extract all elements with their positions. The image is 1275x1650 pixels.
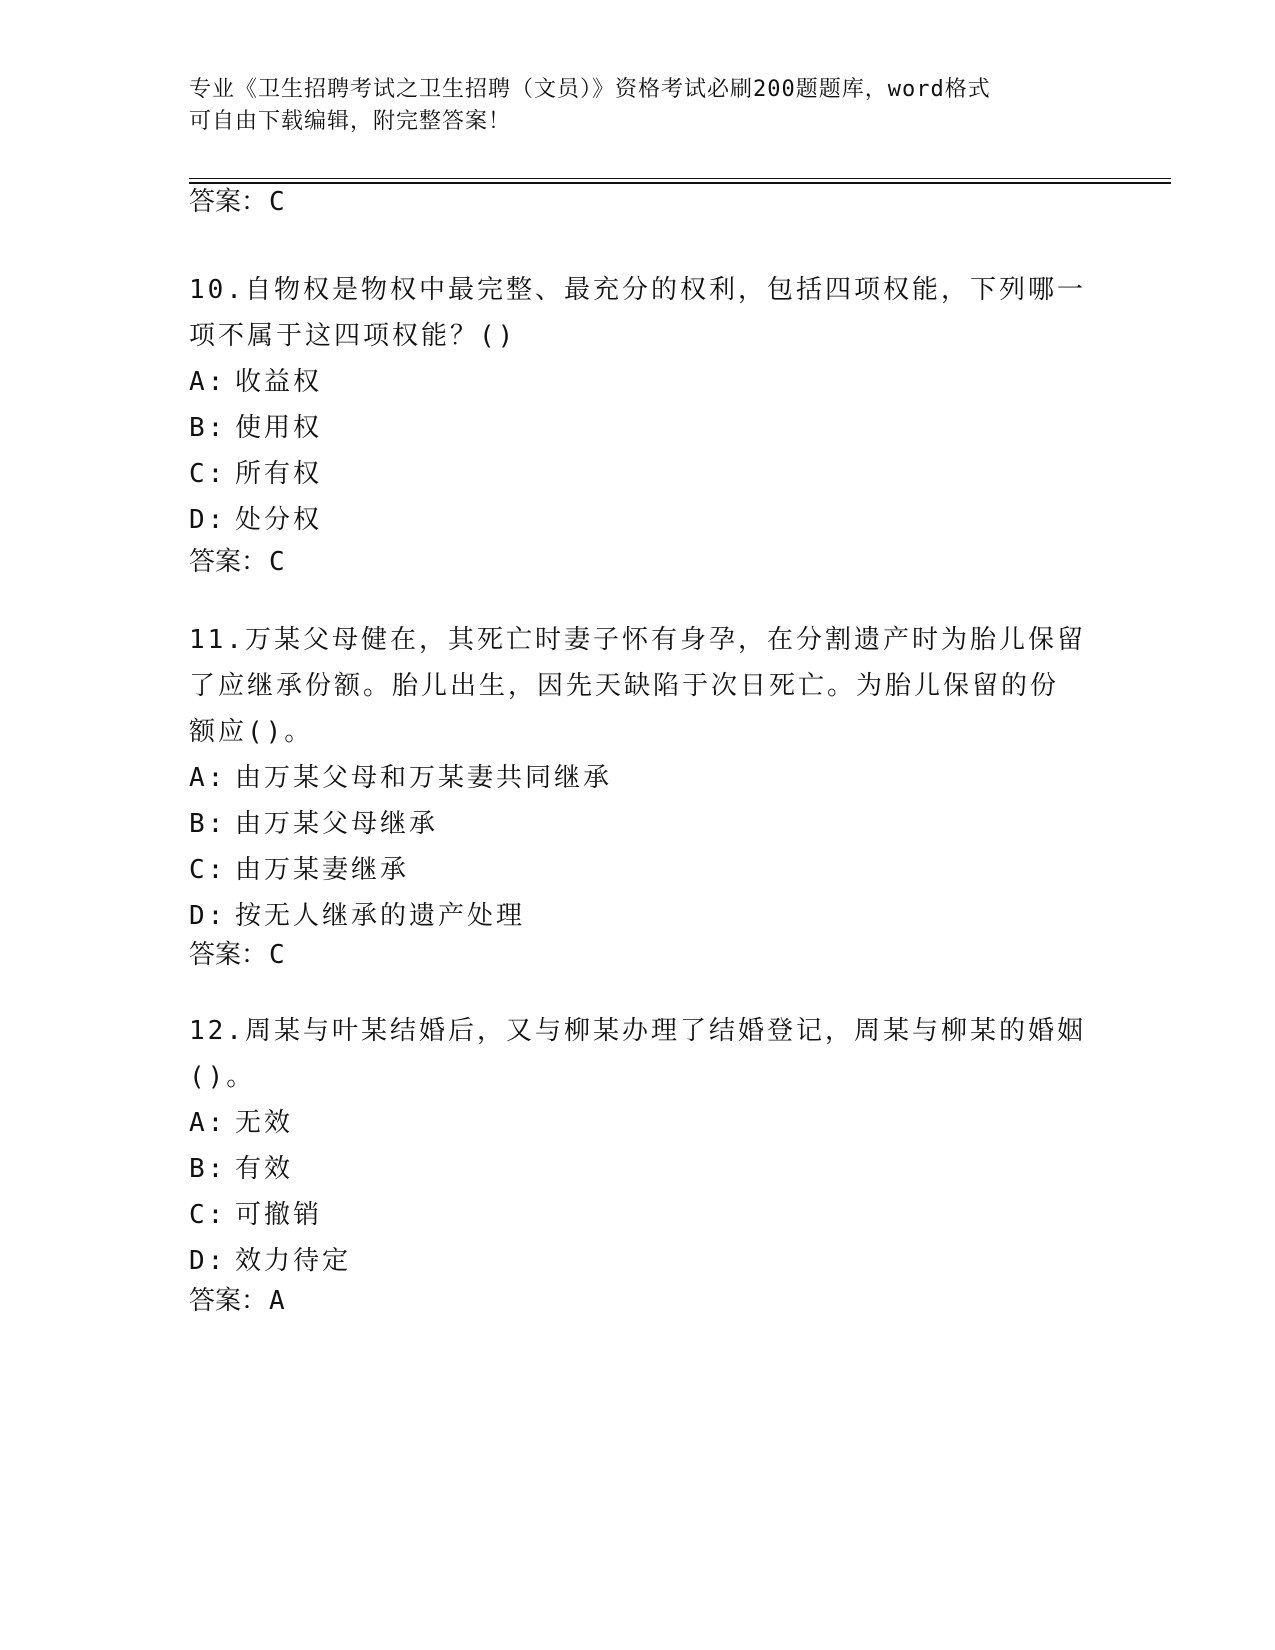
header-line-1: 专业《卫生招聘考试之卫生招聘（文员）》资格考试必刷200题题库，word格式 [189, 77, 991, 102]
option-text: 效力待定 [235, 1246, 352, 1276]
header-rule-thin [189, 178, 1171, 179]
option-text: 可撤销 [235, 1200, 323, 1230]
question-stem-line: 10.自物权是物权中最完整、最充分的权利，包括四项权能，下列哪一 [189, 275, 1086, 305]
option-a [189, 359, 1089, 405]
option-text: 由万某父母和万某妻共同继承 [235, 763, 613, 793]
question-12 [189, 1008, 1089, 1284]
option-text: 由万某妻继承 [235, 855, 410, 885]
option-c [189, 1192, 1089, 1238]
question-stem-line: 11.万某父母健在，其死亡时妻子怀有身孕，在分割遗产时为胎儿保留 [189, 625, 1086, 655]
option-text: 由万某父母继承 [235, 809, 439, 839]
question-stem-line: 额应()。 [189, 717, 314, 747]
question-stem-line: 12.周某与叶某结婚后，又与柳某办理了结婚登记，周某与柳某的婚姻 [189, 1016, 1086, 1046]
answer-11 [189, 938, 285, 972]
option-key: C: [189, 459, 227, 489]
option-c [189, 847, 1089, 893]
answer-label: 答案： [189, 1286, 268, 1316]
answer-value: C [269, 187, 285, 217]
answer-value: C [269, 940, 285, 970]
option-a [189, 1100, 1089, 1146]
question-stem-line: 了应继承份额。胎儿出生，因先天缺陷于次日死亡。为胎儿保留的份 [189, 671, 1060, 701]
option-key: C: [189, 1200, 227, 1230]
answer-value: A [269, 1286, 285, 1316]
top-answer [189, 185, 285, 219]
question-11 [189, 617, 1089, 939]
answer-label: 答案： [189, 940, 268, 970]
option-key: B: [189, 809, 227, 839]
option-c [189, 451, 1089, 497]
option-b [189, 1146, 1089, 1192]
option-key: D: [189, 505, 227, 535]
header-rule-thick [189, 182, 1171, 184]
option-text: 有效 [235, 1154, 294, 1184]
answer-label: 答案： [189, 187, 268, 217]
option-d [189, 497, 1089, 543]
question-10 [189, 267, 1089, 543]
option-text: 所有权 [235, 459, 323, 489]
option-key: B: [189, 413, 227, 443]
question-stem-line: ()。 [189, 1062, 256, 1092]
answer-label: 答案： [189, 547, 268, 577]
document-header [189, 74, 1089, 138]
option-text: 收益权 [235, 367, 323, 397]
option-text: 处分权 [235, 505, 323, 535]
option-key: A: [189, 1108, 227, 1138]
option-text: 按无人继承的遗产处理 [235, 901, 526, 931]
option-text: 无效 [235, 1108, 294, 1138]
option-key: C: [189, 855, 227, 885]
option-key: A: [189, 763, 227, 793]
option-b [189, 801, 1089, 847]
option-text: 使用权 [235, 413, 323, 443]
option-d [189, 893, 1089, 939]
answer-value: C [269, 547, 285, 577]
answer-10 [189, 545, 285, 579]
option-a [189, 755, 1089, 801]
option-key: D: [189, 901, 227, 931]
option-key: D: [189, 1246, 227, 1276]
question-stem-line: 项不属于这四项权能？() [189, 321, 517, 351]
option-key: B: [189, 1154, 227, 1184]
answer-12 [189, 1284, 285, 1318]
option-d [189, 1238, 1089, 1284]
option-b [189, 405, 1089, 451]
header-line-2: 可自由下载编辑，附完整答案！ [189, 109, 512, 134]
option-key: A: [189, 367, 227, 397]
